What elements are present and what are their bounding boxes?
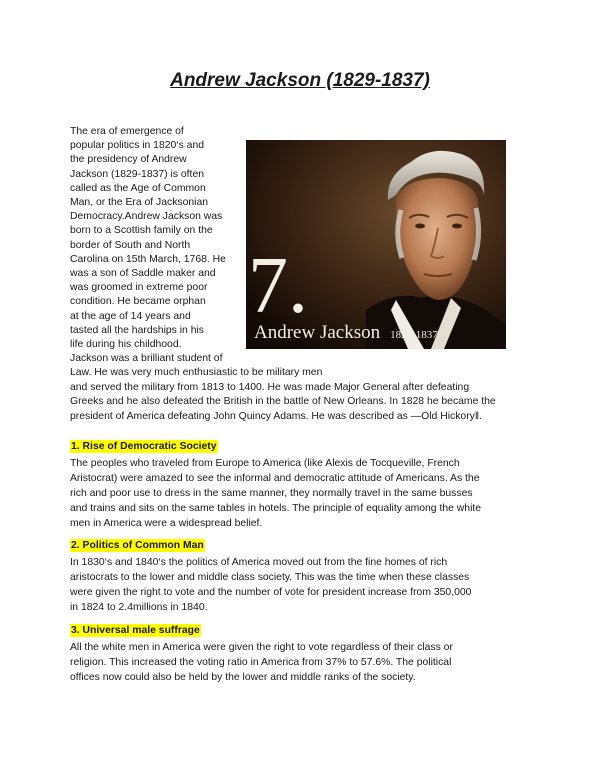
intro-line: Man, or the Era of Jacksonian <box>70 197 209 209</box>
section-line: aristocrats to the lower and middle class society. This was the time when these classes <box>70 572 470 583</box>
portrait-number: 7. <box>248 242 308 330</box>
section-line: Aristocrat) were amazed to see the informal and democratic attitude of Americans. As the <box>70 473 480 484</box>
intro-line: The era of emergence of <box>70 126 184 137</box>
intro-line: Jackson (1829-1837) is often <box>70 168 205 180</box>
intro-line: Jackson was a brilliant student of <box>70 353 223 365</box>
section-body <box>70 456 540 531</box>
intro-line: called as the Age of Common <box>70 182 206 194</box>
section-heading: 2. Politics of Common Man <box>71 540 204 551</box>
section-heading: 3. Universal male suffrage <box>71 625 200 636</box>
section-line: in 1824 to 2.4millions in 1840. <box>70 602 208 613</box>
section-line: All the white men in America were given the right to vote regardless of their class or <box>70 642 453 653</box>
intro-line: Law. He was very much enthusiastic to be military men <box>70 367 323 378</box>
intro-line: tasted all the hardships in his <box>70 324 205 336</box>
section-body <box>70 640 540 685</box>
intro-line: Greeks and he also defeated the British in the battle of New Orleans. In 1828 he became the <box>70 396 496 408</box>
section-politics-of-common-man <box>70 535 540 615</box>
intro-line: president of America defeating John Quincy Adams. He was described as ―Old Hickoryǁ. <box>70 410 483 422</box>
intro-line: popular politics in 1820‘s and <box>70 140 205 152</box>
intro-line: at the age of 14 years and <box>70 310 191 322</box>
page-title: Andrew Jackson (1829-1837) <box>170 70 430 91</box>
section-line: religion. This increased the voting ratio in America from 37% to 57.6%. The political <box>70 657 452 668</box>
intro-line: and served the military from 1813 to 1400. He was made Major General after defeating <box>70 381 470 393</box>
intro-line: was groomed in extreme poor <box>70 282 208 294</box>
section-line: rich and poor use to dress in the same manner, they normally travel in the same busses <box>70 488 473 499</box>
intro-line: the presidency of Andrew <box>70 154 187 166</box>
intro-paragraph-left <box>70 125 265 366</box>
intro-line: condition. He became orphan <box>70 296 206 308</box>
section-body <box>70 555 540 615</box>
portrait-years: 1829-1837 <box>390 329 438 341</box>
intro-line: life during his childhood. <box>70 339 182 351</box>
section-universal-male-suffrage <box>70 620 540 685</box>
intro-line: Carolina on 15th March, 1768. He <box>70 253 226 265</box>
portrait-name: Andrew Jackson <box>254 322 381 343</box>
section-line: In 1830‘s and 1840‘s the politics of America moved out from the fine homes of rich <box>70 557 448 568</box>
section-rise-of-democratic-society <box>70 436 540 531</box>
section-line: men in America were a widespread belief. <box>70 518 263 529</box>
intro-line: was a son of Saddle maker and <box>70 268 216 280</box>
portrait-illustration <box>246 140 506 349</box>
intro-line: born to a Scottish family on the <box>70 225 213 237</box>
section-heading: 1. Rise of Democratic Society <box>71 441 217 452</box>
section-line: were given the right to vote and the number of vote for president increase from 350,000 <box>70 587 472 598</box>
section-line: and trains and sits on the same tables in hotels. The principle of equality among the white <box>70 503 482 514</box>
section-line: The peoples who traveled from Europe to America (like Alexis de Tocqueville, French <box>70 458 460 469</box>
portrait-image <box>246 140 506 349</box>
intro-line: border of South and North <box>70 239 191 251</box>
intro-line: Democracy.Andrew Jackson was <box>70 211 223 223</box>
section-line: offices now could also be held by the lower and middle ranks of the society. <box>70 672 416 683</box>
intro-paragraph-continued <box>70 366 540 424</box>
